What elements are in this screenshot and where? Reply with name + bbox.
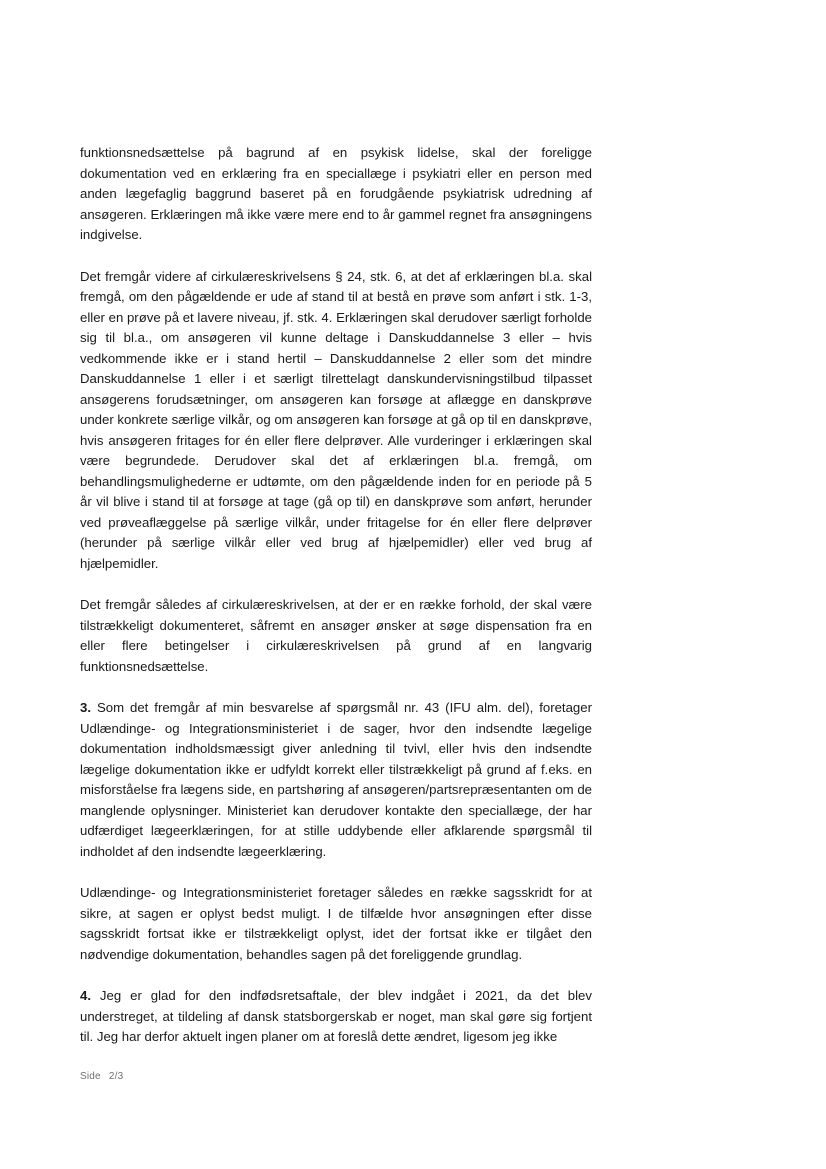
paragraph-text: Som det fremgår af min besvarelse af spørgsmål nr. 43 (IFU alm. del), foretager Udlændinge- og Integrationsministeriet i de sager, hvor den indsendte lægelige dokumentation indholdsmæssigt giver anledning til tvivl, eller hvis den indsendte lægelige dokumentation ikke er udfyldt korrekt eller tilstrækkeligt på grund af f.eks. en misforståelse fra lægens side, en partshøring af ansøgeren/partsrepræsentanten om de manglende oplysninger. Ministeriet kan derudover kontakte den speciallæge, der har udfærdiget lægeerklæringen, for at stille uddybende eller afklarende spørgsmål til indholdet af den indsendte lægeerklæring. — [80, 700, 592, 859]
footer-label: Side — [80, 1071, 101, 1082]
paragraph-text: Det fremgår videre af cirkulæreskrivelsens § 24, stk. 6, at det af erklæringen bl.a. skal fremgå, om den pågældende er ude af stand til at bestå en prøve som anført i stk. 1-3, eller en prøve på et lavere niveau, jf. stk. 4. Erklæringen skal derudover særligt forholde sig til bl.a., om ansøgeren vil kunne deltage i Danskuddannelse 3 eller – hvis vedkommende ikke er i stand hertil – Danskuddannelse 2 eller som det mindre Danskuddannelse 1 eller i et særligt tilrettelagt danskundervisningstilbud tilpasset ansøgerens forudsætninger, om ansøgeren kan forsøge at aflægge en danskprøve under konkrete særlige vilkår, og om ansøgeren kan forsøge at gå op til en danskprøve, hvis ansøgeren fritages for én eller flere delprøver. Alle vurderinger i erklæringen skal være begrundede. Derudover skal det af erklæringen bl.a. fremgå, om behandlingsmulighederne er udtømte, om den pågældende inden for en periode på 5 år vil blive i stand til at forsøge at tage (gå op til) en danskprøve som anført, herunder ved prøveaflæggelse på særlige vilkår, under fritagelse for én eller flere delprøver (herunder på særlige vilkår eller ved brug af hjælpemidler) eller ved brug af hjælpemidler. — [80, 268, 592, 571]
paragraph-text: Det fremgår således af cirkulæreskrivelsen, at der er en række forhold, der skal være tilstrækkeligt dokumenteret, såfremt en ansøger ønsker at søge dispensation fra en eller flere betingelser i cirkulæreskrivelsen på grund af en langvarig funktionsnedsættelse. — [80, 597, 592, 674]
paragraph-section-3 — [80, 698, 592, 862]
paragraph — [80, 595, 592, 677]
paragraph-text: funktionsnedsættelse på bagrund af en psykisk lidelse, skal der foreligge dokumentation ved en erklæring fra en speciallæge i psykiatri eller en person med anden lægefaglig baggrund baseret på en forudgående psykiatrisk udredning af ansøgeren. Erklæringen må ikke være mere end to år gammel regnet fra ansøgningens indgivelse. — [80, 145, 592, 242]
page-footer — [80, 1071, 123, 1082]
paragraph-section-4 — [80, 986, 592, 1048]
paragraph — [80, 883, 592, 965]
paragraph-text: Udlændinge- og Integrationsministeriet foretager således en række sagsskridt for at sikre, at sagen er oplyst bedst muligt. I de tilfælde hvor ansøgningen efter disse sagsskridt fortsat ikke er tilstrækkeligt oplyst, idet der fortsat ikke er tilgået den nødvendige dokumentation, behandles sagen på det foreliggende grundlag. — [80, 885, 592, 962]
document-body — [80, 143, 592, 1069]
paragraph — [80, 267, 592, 575]
section-number: 4. — [80, 988, 91, 1003]
page-number: 2/3 — [108, 1071, 124, 1082]
paragraph — [80, 143, 592, 246]
section-number: 3. — [80, 700, 91, 715]
paragraph-text: Jeg er glad for den indfødsretsaftale, der blev indgået i 2021, da det blev understreget, at tildeling af dansk statsborgerskab er noget, man skal gøre sig fortjent til. Jeg har derfor aktuelt ingen planer om at foreslå dette ændret, ligesom jeg ikke — [80, 988, 592, 1044]
